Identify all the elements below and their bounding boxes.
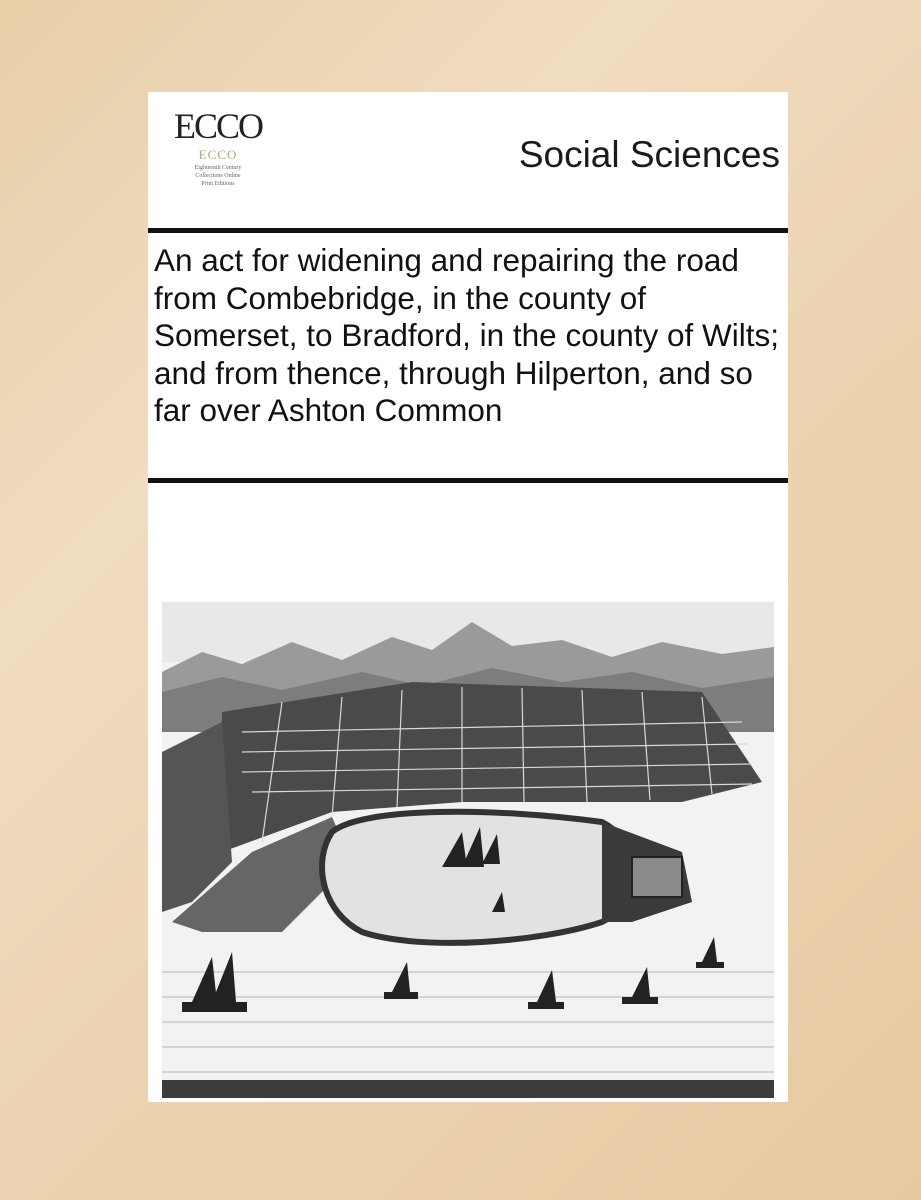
top-rule — [148, 228, 788, 233]
logo-fine-2: Collections Online — [195, 173, 241, 179]
logo-fine-1: Eighteenth Century — [194, 165, 242, 171]
bottom-rule — [148, 478, 788, 483]
logo-sub: ECCO — [198, 147, 238, 162]
book-cover — [148, 92, 788, 1102]
harbor-engraving — [162, 602, 774, 1098]
logo-mark: ECCO — [173, 106, 262, 146]
series-title: Social Sciences — [518, 134, 780, 175]
ecco-logo — [168, 106, 268, 224]
logo-fine-3: Print Editions — [201, 181, 235, 187]
book-title: An act for widening and repairing the road from Combebridge, in the county of Somerset, to Bradford, in the county of Wilts; and from thence, through Hilperton, and so far over Ashton Common — [154, 242, 780, 428]
